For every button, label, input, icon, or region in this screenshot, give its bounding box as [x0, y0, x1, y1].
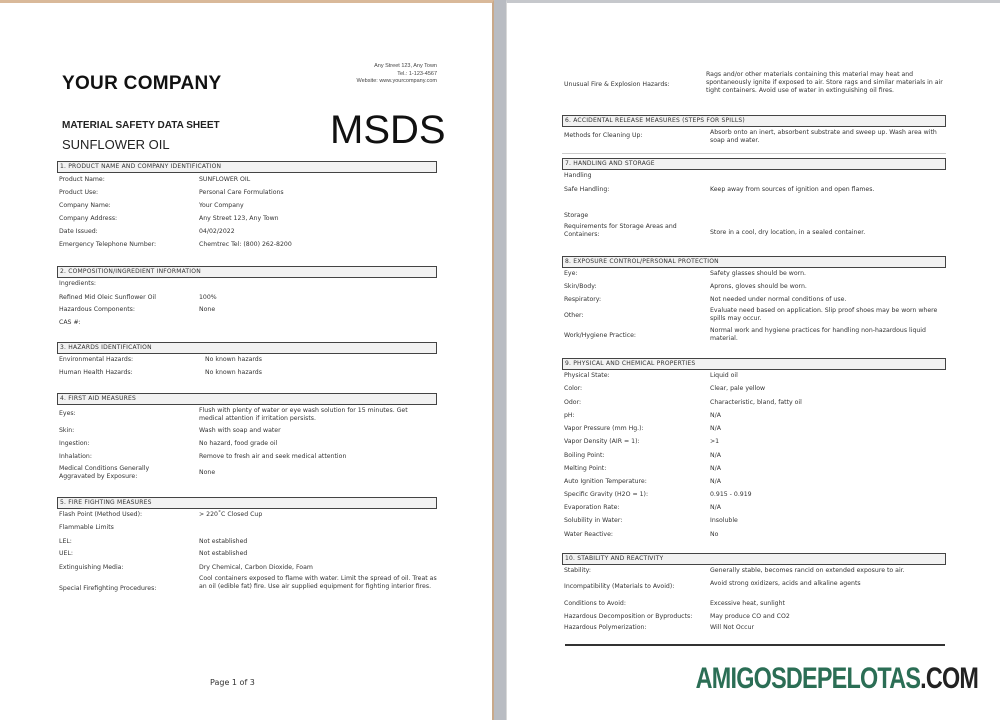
section-header: 10. STABILITY AND REACTIVITY: [562, 553, 946, 565]
field-label: Flash Point (Method Used):: [59, 511, 143, 518]
field-value: None: [199, 469, 216, 476]
divider: [562, 153, 946, 154]
field-value: Wash with soap and water: [199, 427, 281, 434]
field-label: Respiratory:: [564, 296, 602, 303]
field-label: Medical Conditions Generally Aggravated by Exposure:: [59, 465, 150, 480]
product-title: SUNFLOWER OIL: [62, 137, 170, 152]
field-label: Melting Point:: [564, 465, 607, 472]
field-value: 100%: [199, 294, 217, 301]
field-label: Methods for Cleaning Up:: [564, 132, 643, 139]
field-value: Personal Care Formulations: [199, 189, 284, 196]
field-label: Physical State:: [564, 372, 610, 379]
section-header: 9. PHYSICAL AND CHEMICAL PROPERTIES: [562, 358, 946, 370]
field-value: SUNFLOWER OIL: [199, 176, 251, 183]
field-value: Rags and/or other materials containing this material may heat and spontaneously ignite if exposed to air. Store rags and similar materials in air tight containers. Avoid use of water in extinguishing oil fires.: [706, 71, 943, 94]
field-label: Product Use:: [59, 189, 99, 196]
field-value: Cool containers exposed to flame with water. Limit the spread of oil. Treat as an oil (edible fat) fire. Use air supplied equipment for fighting interior fires.: [199, 575, 437, 590]
field-label: Human Health Hazards:: [59, 369, 133, 376]
website-line: Website: www.yourcompany.com: [356, 78, 437, 84]
field-value: No known hazards: [205, 369, 262, 376]
field-label: Hazardous Decomposition or Byproducts:: [564, 613, 693, 620]
field-label: Eye:: [564, 270, 578, 277]
field-label: Company Address:: [59, 215, 118, 222]
field-value: Chemtrec Tel: (800) 262-8200: [199, 241, 292, 248]
field-value: May produce CO and CO2: [710, 613, 790, 620]
field-value: N/A: [710, 412, 721, 419]
msds-badge: MSDS: [330, 108, 446, 152]
field-label: Hazardous Components:: [59, 306, 135, 313]
field-label: Other:: [564, 312, 584, 319]
company-name: YOUR COMPANY: [62, 73, 222, 94]
field-label: Product Name:: [59, 176, 105, 183]
field-value: 0.915 - 0.919: [710, 491, 752, 498]
field-value: Insoluble: [710, 517, 738, 524]
field-label: Handling: [564, 172, 592, 179]
field-label: Hazardous Polymerization:: [564, 624, 647, 631]
field-value: Aprons, gloves should be worn.: [710, 283, 807, 290]
field-label: Storage: [564, 212, 589, 219]
field-label: Boiling Point:: [564, 452, 605, 459]
field-value: Clear, pale yellow: [710, 385, 766, 392]
field-value: Flush with plenty of water or eye wash solution for 15 minutes. Get medical attention if irritation persists.: [199, 407, 408, 422]
field-value: Store in a cool, dry location, in a sealed container.: [710, 229, 866, 236]
field-label: Extinguishing Media:: [59, 564, 124, 571]
section-header: 7. HANDLING AND STORAGE: [562, 158, 946, 170]
field-value: Liquid oil: [710, 372, 738, 379]
field-value: No: [710, 531, 719, 538]
field-label: Unusual Fire & Explosion Hazards:: [564, 81, 670, 88]
field-value: Absorb onto an inert, absorbent substrate and sweep up. Wash area with soap and water.: [710, 129, 937, 144]
section-header: 5. FIRE FIGHTING MEASURES: [57, 497, 437, 509]
field-value: Safety glasses should be worn.: [710, 270, 806, 277]
field-label: Emergency Telephone Number:: [59, 241, 157, 248]
page-number: Page 1 of 3: [210, 678, 255, 687]
field-label: Date Issued:: [59, 228, 98, 235]
field-label: Stability:: [564, 567, 591, 574]
field-value: N/A: [710, 504, 721, 511]
field-label: Inhalation:: [59, 453, 92, 460]
field-label: Eyes:: [59, 410, 76, 417]
field-label: Ingredients:: [59, 280, 96, 287]
document-page-2: [506, 0, 1000, 720]
field-label: Skin/Body:: [564, 283, 597, 290]
field-label: UEL:: [59, 550, 73, 557]
field-value: N/A: [710, 478, 721, 485]
field-label: Safe Handling:: [564, 186, 610, 193]
section-header: 8. EXPOSURE CONTROL/PERSONAL PROTECTION: [562, 256, 946, 268]
field-value: > 220˚C Closed Cup: [199, 511, 263, 518]
field-value: Characteristic, bland, fatty oil: [710, 399, 802, 406]
field-label: LEL:: [59, 538, 72, 545]
field-label: Requirements for Storage Areas and Containers:: [564, 223, 677, 238]
watermark-logo: [696, 662, 978, 696]
field-label: Work/Hygiene Practice:: [564, 332, 637, 339]
field-label: Incompatibility (Materials to Avoid):: [564, 583, 675, 590]
field-value: Your Company: [199, 202, 244, 209]
field-value: N/A: [710, 465, 721, 472]
field-value: Generally stable, becomes rancid on extended exposure to air.: [710, 567, 905, 574]
field-label: Color:: [564, 385, 583, 392]
document-title: MATERIAL SAFETY DATA SHEET: [62, 120, 220, 131]
watermark-main: AMIGOSDEPELOTAS: [695, 662, 921, 695]
field-value: No known hazards: [205, 356, 262, 363]
field-value: 04/02/2022: [199, 228, 235, 235]
section-header: 2. COMPOSITION/INGREDIENT INFORMATION: [57, 266, 437, 278]
field-label: Auto Ignition Temperature:: [564, 478, 647, 485]
company-address-block: [357, 63, 438, 86]
address-line: Any Street 123, Any Town: [374, 63, 437, 69]
field-label: Ingestion:: [59, 440, 90, 447]
field-value: Avoid strong oxidizers, acids and alkaline agents: [710, 580, 861, 587]
section-header: 3. HAZARDS IDENTIFICATION: [57, 342, 437, 354]
field-value: N/A: [710, 452, 721, 459]
field-label: Specific Gravity (H2O = 1):: [564, 491, 649, 498]
field-label: Refined Mid Oleic Sunflower Oil: [59, 294, 156, 301]
field-value: Any Street 123, Any Town: [199, 215, 279, 222]
field-label: Flammable Limits: [59, 524, 114, 531]
field-value: Not established: [199, 550, 248, 557]
field-value: >1: [710, 438, 720, 445]
field-label: Water Reactive:: [564, 531, 613, 538]
field-value: Not established: [199, 538, 248, 545]
field-label: Odor:: [564, 399, 582, 406]
field-value: Evaluate need based on application. Slip proof shoes may be worn where spills may occur.: [710, 307, 938, 322]
field-value: Not needed under normal conditions of use.: [710, 296, 847, 303]
field-value: Keep away from sources of ignition and open flames.: [710, 186, 875, 193]
field-value: Normal work and hygiene practices for handling non-hazardous liquid material.: [710, 327, 926, 342]
field-label: Vapor Density (AIR = 1):: [564, 438, 640, 445]
field-label: Vapor Pressure (mm Hg.):: [564, 425, 644, 432]
field-value: Will Not Occur: [710, 624, 755, 631]
field-value: N/A: [710, 425, 721, 432]
field-value: Remove to fresh air and seek medical attention: [199, 453, 347, 460]
field-value: Dry Chemical, Carbon Dioxide, Foam: [199, 564, 313, 571]
section-header: 4. FIRST AID MEASURES: [57, 393, 437, 405]
field-label: pH:: [564, 412, 575, 419]
field-label: Solubility in Water:: [564, 517, 623, 524]
field-label: Special Firefighting Procedures:: [59, 585, 157, 592]
field-value: Excessive heat, sunlight: [710, 600, 785, 607]
field-label: Evaporation Rate:: [564, 504, 620, 511]
field-label: Company Name:: [59, 202, 111, 209]
field-label: Conditions to Avoid:: [564, 600, 626, 607]
field-value: None: [199, 306, 216, 313]
field-label: CAS #:: [59, 319, 81, 326]
field-label: Environmental Hazards:: [59, 356, 134, 363]
watermark-suffix: .COM: [920, 662, 978, 695]
telephone-line: Tel.: 1-123-4567: [397, 70, 437, 77]
bottom-rule: [565, 644, 945, 646]
document-page-1: [0, 0, 494, 720]
section-header: 6. ACCIDENTAL RELEASE MEASURES (STEPS FOR SPILLS): [562, 115, 946, 127]
field-value: No hazard, food grade oil: [199, 440, 278, 447]
section-header: 1. PRODUCT NAME AND COMPANY IDENTIFICATION: [57, 161, 437, 173]
field-label: Skin:: [59, 427, 75, 434]
